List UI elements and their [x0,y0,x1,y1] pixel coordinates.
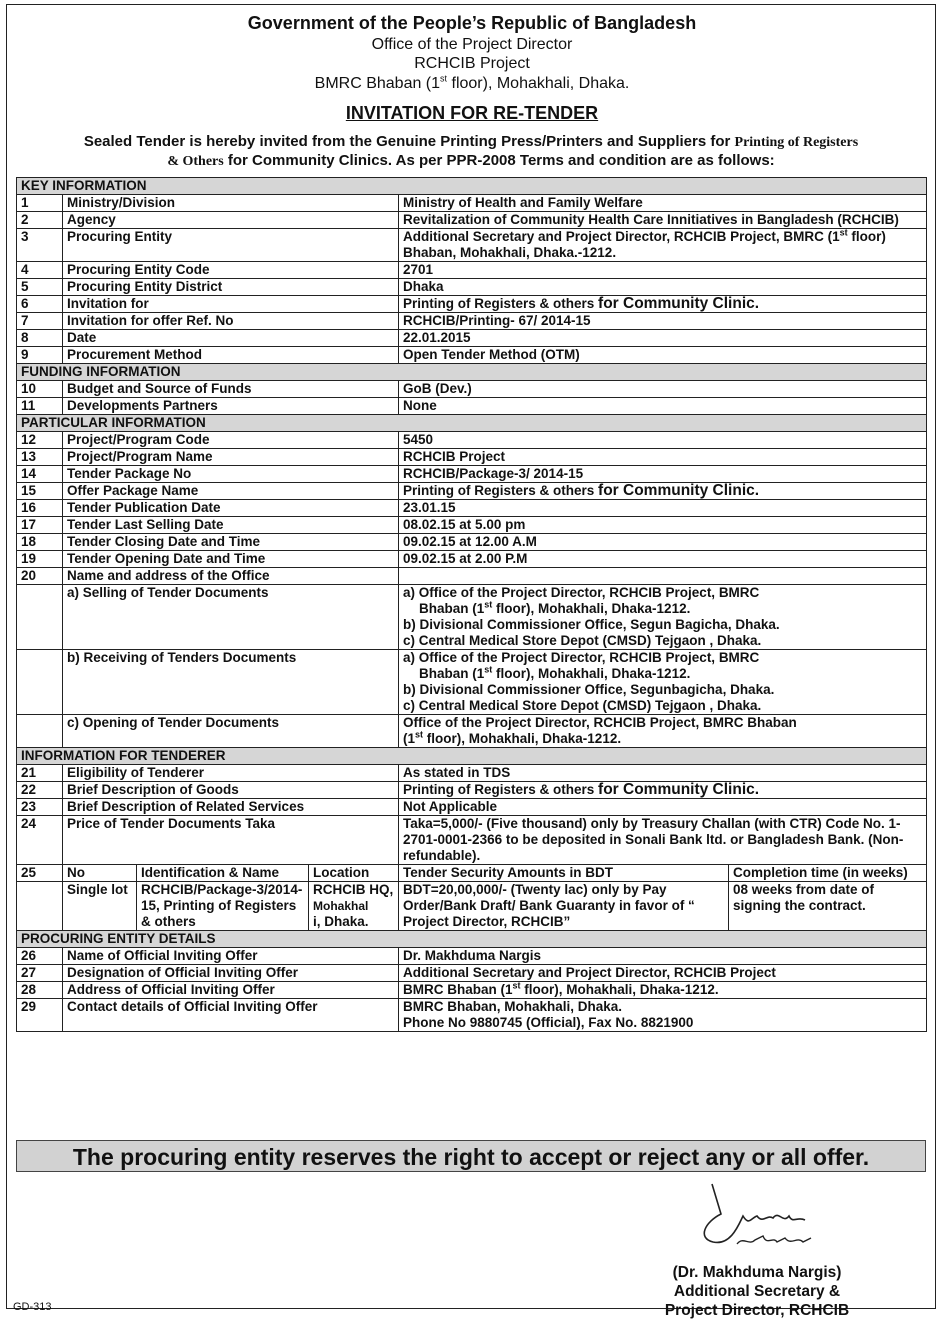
table-row: 27 Designation of Official Inviting Offer Additional Secretary and Project Director, RCHCIB Project [17,965,927,982]
table-row: 18 Tender Closing Date and Time 09.02.15 at 12.00 A.M [17,534,927,551]
table-row: 16 Tender Publication Date 23.01.15 [17,500,927,517]
table-row: 8 Date 22.01.2015 [17,330,927,347]
office-line: Office of the Project Director [371,36,573,53]
section-information-for-tenderer: INFORMATION FOR TENDERER [17,748,927,765]
table-row: 24 Price of Tender Documents Taka Taka=5,000/- (Five thousand) only by Treasury Challan (with CTR) Code No. 1-2701-0001-2366 to be deposited in Sonali Bank ltd. or Bangladesh Bank. (Non-refundable). [17,816,927,865]
table-row: 2 Agency Revitalization of Community Health Care Innitiatives in Bangladesh (RCHCIB) [17,212,927,229]
government-heading: Government of the People’s Republic of Bangladesh [247,13,697,33]
table-row: 12 Project/Program Code 5450 [17,432,927,449]
signatory-name: (Dr. Makhduma Nargis) [672,1264,842,1281]
reservation-banner: The procuring entity reserves the right to accept or reject any or all offer. [16,1140,926,1172]
table-row: 15 Offer Package Name Printing of Registers & others for Community Clinic. [17,483,927,500]
section-particular-information: PARTICULAR INFORMATION [17,415,927,432]
table-row: 10 Budget and Source of Funds GoB (Dev.) [17,381,927,398]
table-row: a) Selling of Tender Documents a) Office of the Project Director, RCHCIB Project, BMRC Bhaban (1st floor), Mohakhali, Dhaka-1212. b) Divisional Commissioner Office, Segun Bagicha, Dhaka. c) Central Medical Store Depot (CMSD) Tejgaon , Dhaka. [17,585,927,650]
project-line: RCHCIB Project [414,55,530,72]
intro-paragraph: Sealed Tender is hereby invited from the Genuine Printing Press/Printers and Suppliers for Printing of Registers & Others for Community Clinics. As per PPR-2008 Terms and condition are as follows: [83,133,859,169]
table-row: c) Opening of Tender Documents Office of the Project Director, RCHCIB Project, BMRC Bhaban (1st floor), Mohakhali, Dhaka-1212. [17,715,927,748]
table-row: 17 Tender Last Selling Date 08.02.15 at 5.00 pm [17,517,927,534]
table-row: 13 Project/Program Name RCHCIB Project [17,449,927,466]
table-row: 9 Procurement Method Open Tender Method (OTM) [17,347,927,364]
address-line: BMRC Bhaban (1st floor), Mohakhali, Dhaka. [314,73,630,92]
table-row: 19 Tender Opening Date and Time 09.02.15 at 2.00 P.M [17,551,927,568]
table-row: 14 Tender Package No RCHCIB/Package-3/ 2014-15 [17,466,927,483]
table-row: 1 Ministry/Division Ministry of Health and Family Welfare [17,195,927,212]
handwritten-signature [617,1180,897,1250]
table-row: 4 Procuring Entity Code 2701 [17,262,927,279]
table-row: 3 Procuring Entity Additional Secretary and Project Director, RCHCIB Project, BMRC (1st floor) Bhaban, Mohakhali, Dhaka.-1212. [17,229,927,262]
table-row: Single lot RCHCIB/Package-3/2014-15, Printing of Registers & others RCHCIB HQ, Mohakhal i, Dhaka. BDT=20,00,000/- (Twenty lac) only by Pay Order/Bank Draft/ Bank Guaranty in favor of “ Project Director, RCHCIB” 08 weeks from date of signing the contract. [17,882,927,931]
document-page [6,4,936,1319]
tender-info-table [16,177,927,1032]
table-row: 26 Name of Official Inviting Offer Dr. Makhduma Nargis [17,948,927,965]
section-procuring-entity-details: PROCURING ENTITY DETAILS [17,931,927,948]
document-title: INVITATION FOR RE-TENDER [345,103,599,123]
table-row: 23 Brief Description of Related Services Not Applicable [17,799,927,816]
signature-block [607,1263,907,1320]
table-row: 22 Brief Description of Goods Printing of Registers & others for Community Clinic. [17,782,927,799]
table-row: b) Receiving of Tenders Documents a) Office of the Project Director, RCHCIB Project, BMRC Bhaban (1st floor), Mohakhali, Dhaka-1212. b) Divisional Commissioner Office, Segunbagicha, Dhaka. c) Central Medical Store Depot (CMSD) Tejgaon , Dhaka. [17,650,927,715]
document-code: GD-313 [13,1301,52,1313]
signatory-designation: Project Director, RCHCIB [664,1302,850,1319]
table-row: 6 Invitation for Printing of Registers & others for Community Clinic. [17,296,927,313]
section-funding-information: FUNDING INFORMATION [17,364,927,381]
table-row: 28 Address of Official Inviting Offer BMRC Bhaban (1st floor), Mohakhali, Dhaka-1212. [17,982,927,999]
signatory-designation: Additional Secretary & [673,1283,841,1300]
table-row: 5 Procuring Entity District Dhaka [17,279,927,296]
table-row: 21 Eligibility of Tenderer As stated in TDS [17,765,927,782]
table-row: 25 No Identification & Name Location Tender Security Amounts in BDT Completion time (in weeks) [17,865,927,882]
table-row: 29 Contact details of Official Inviting Offer BMRC Bhaban, Mohakhali, Dhaka. Phone No 9880745 (Official), Fax No. 8821900 [17,999,927,1032]
table-row: 11 Developments Partners None [17,398,927,415]
table-row: 7 Invitation for offer Ref. No RCHCIB/Printing- 67/ 2014-15 [17,313,927,330]
table-row: 20 Name and address of the Office [17,568,927,585]
section-key-information: KEY INFORMATION [17,178,927,195]
